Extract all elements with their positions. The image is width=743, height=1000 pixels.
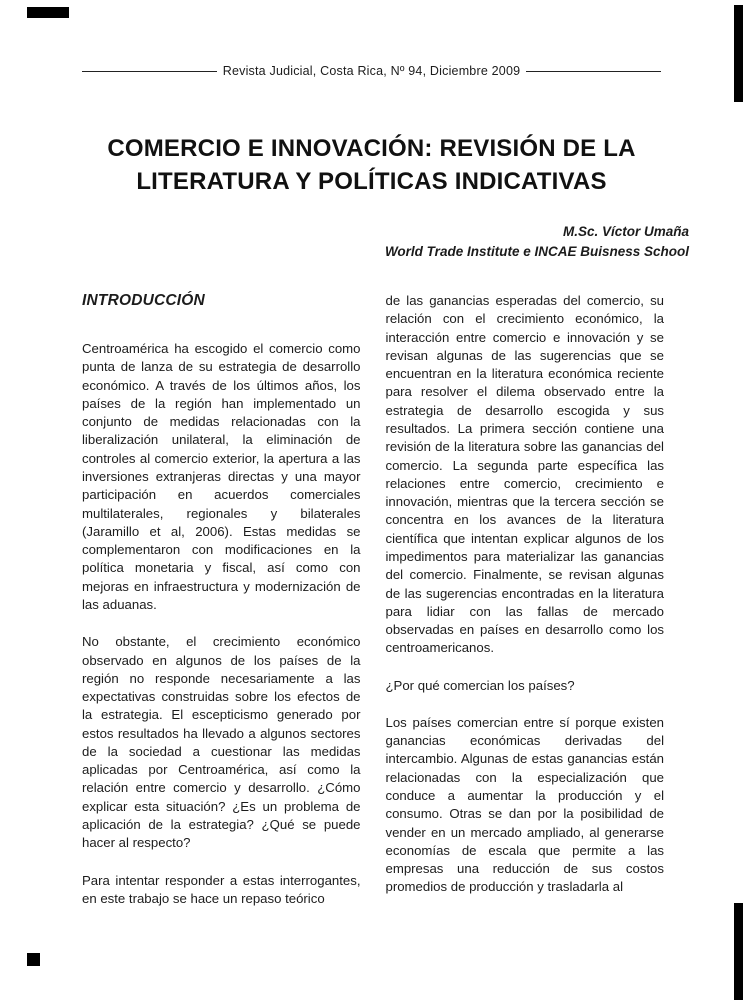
scan-artifact-top-right [734,5,743,102]
right-column [386,292,665,908]
scan-artifact-top-left [27,7,69,18]
author-affiliation: World Trade Institute e INCAE Buisness School [384,244,689,260]
scan-artifact-bottom-right [734,903,743,1000]
section-heading-introduccion: INTRODUCCIÓN [82,292,205,309]
author-block [385,222,689,263]
article-title-line1: COMERCIO E INNOVACIÓN: REVISIÓN DE LA [107,135,636,163]
article-title [60,132,683,198]
author-name: M.Sc. Víctor Umaña [562,224,689,239]
paragraph: Los países comercian entre sí porque existen ganancias económicas derivadas del intercambio. Algunas de estas ganancias están relacionadas con la especialización que conduce a aumentar la producción y el consumo. Otras se dan por la posibilidad de vender en un mercado ampliado, al generarse economías de escala que permite a las empresas una reducción de sus costos promedios de producción y trasladarla al [385,714,664,895]
subsection-question: ¿Por qué comercian los países? [385,677,575,693]
header-rule-left [82,71,217,72]
paragraph: Para intentar responder a estas interrogantes, en este trabajo se hace un repaso teórico [82,872,361,906]
left-column [82,292,361,908]
header-rule-right [526,71,661,72]
paragraph: No obstante, el crecimiento económico observado en algunos de los países de la región no responde necesariamente a las expectativas construidas sobre los efectos de la estrategia. El escepticismo generado por estos resultados ha llevado a algunos sectores de la sociedad a cuestionar las medidas aplicadas por Centroamérica, así como la relación entre comercio y desarrollo. ¿Cómo explicar esta situación? ¿Es un problema de aplicación de la estrategia? ¿Qué se puede hacer al respecto? [82,634,361,851]
two-column-body [82,292,664,908]
article-title-line2: LITERATURA Y POLÍTICAS INDICATIVAS [136,168,607,196]
paragraph: de las ganancias esperadas del comercio, su relación con el crecimiento económico, la interacción entre comercio e innovación y se revisan algunas de las sugerencias que se encuentran en la literatura económica reciente para resolver el dilema observado entre la estrategia de desarrollo escogida y sus resultados. La primera sección contiene una revisión de la literatura sobre las ganancias del comercio. La segunda parte específica las relaciones entre comercio, crecimiento e innovación, mientras que la tercera sección se concentra en los avances de la literatura científica que intentan explicar algunos de los impedimentos para materializar las ganancias del comercio. Finalmente, se revisan algunas de las sugerencias encontradas en la literatura para lidiar con las fallas de mercado observadas en países en desarrollo como los centroamericanos. [385,293,664,656]
journal-header [82,64,661,78]
journal-header-text: Revista Judicial, Costa Rica, Nº 94, Diciembre 2009 [222,64,521,78]
scan-artifact-bottom-left [27,953,40,966]
paragraph: Centroamérica ha escogido el comercio como punta de lanza de su estrategia de desarrollo económico. A través de los últimos años, los países de la región han implementado un conjunto de medidas relacionadas con la liberalización unilateral, la eliminación de controles al comercio exterior, la apertura a las inversiones extranjeras directas y una mayor participación en acuerdos comerciales multilaterales, regionales y bilaterales (Jaramillo et al, 2006). Estas medidas se complementaron con modificaciones en la política monetaria y fiscal, así como con mejoras en infraestructura y modernización de las aduanas. [82,341,361,612]
